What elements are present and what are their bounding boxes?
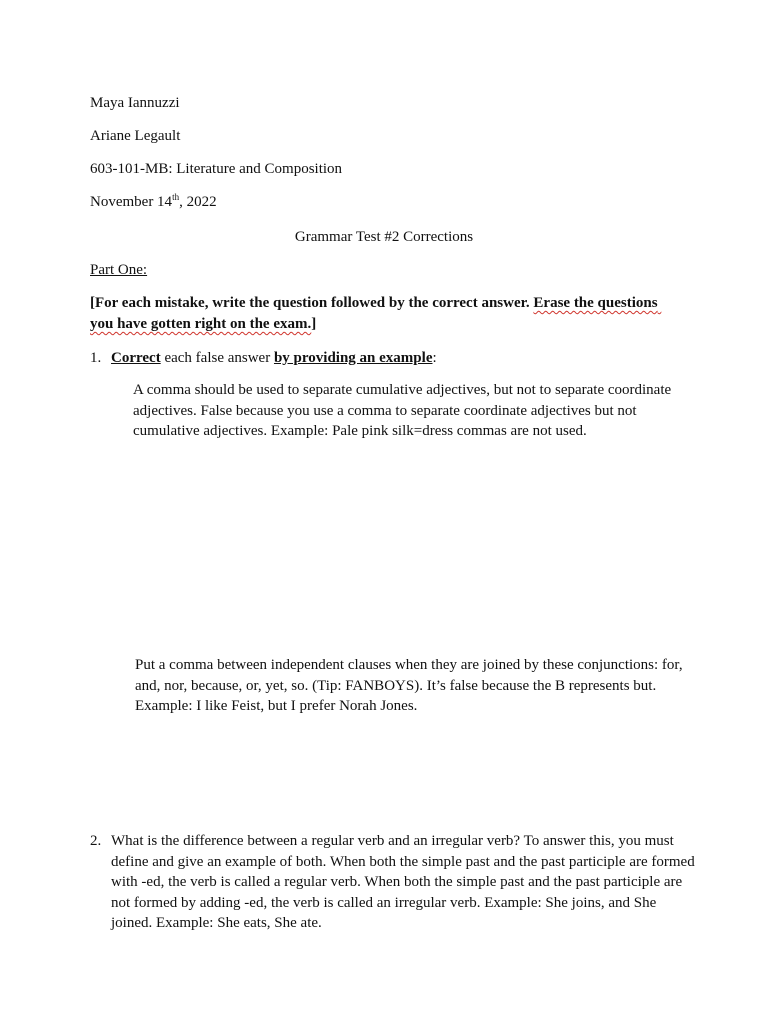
answer-1a-line: adjectives. False because you use a comma to separate coordinate adjectives but not bbox=[133, 402, 637, 419]
question-2-line: with -ed, the verb is called a regular verb. When both the simple past and the past participle are bbox=[111, 874, 683, 890]
question-2-number: 2. bbox=[90, 833, 102, 849]
question-2-line: define and give an example of both. When both the simple past and the past participle are formed bbox=[111, 853, 695, 870]
date-line bbox=[90, 192, 217, 212]
question-1-prompt bbox=[111, 348, 437, 368]
student-name: Maya Iannuzzi bbox=[90, 95, 180, 111]
prompt-middle: each false answer bbox=[160, 350, 274, 366]
instruction-close: ] bbox=[311, 316, 317, 332]
answer-1a bbox=[133, 380, 671, 442]
answer-1b-line: Put a comma between independent clauses when they are joined by these conjunctions: for, bbox=[135, 657, 683, 673]
date-suffix: , 2022 bbox=[179, 194, 217, 210]
answer-1b-line: Example: I like Feist, but I prefer Norah Jones. bbox=[135, 698, 418, 714]
answer-1a-line: A comma should be used to separate cumulative adjectives, but not to separate coordinate bbox=[133, 382, 672, 398]
prompt-example: by providing an example bbox=[273, 350, 433, 366]
date-ordinal: th bbox=[172, 192, 180, 202]
instruction-erase-text: Erase the questions bbox=[533, 295, 658, 311]
instruction-trailing-space bbox=[658, 295, 662, 311]
date-prefix: November 14 bbox=[90, 194, 173, 210]
prompt-end: : bbox=[432, 350, 437, 366]
instruction-text: [For each mistake, write the question followed by the correct answer. bbox=[90, 295, 534, 311]
prompt-correct: Correct bbox=[111, 350, 161, 366]
answer-1b-line: and, nor, because, or, yet, so. (Tip: FANBOYS). It’s false because the B represents but. bbox=[135, 677, 657, 694]
question-2-line: What is the difference between a regular verb and an irregular verb? To answer this, you must bbox=[111, 833, 674, 849]
answer-1b bbox=[135, 655, 683, 717]
course-title: 603-101-MB: Literature and Composition bbox=[90, 161, 343, 177]
answer-1a-line: cumulative adjectives. Example: Pale pink silk=dress commas are not used. bbox=[133, 423, 587, 439]
question-2-line: joined. Example: She eats, She ate. bbox=[111, 915, 322, 931]
question-2-line: not formed by adding -ed, the verb is called an irregular verb. Example: She joins, and She bbox=[111, 894, 657, 911]
question-1-number: 1. bbox=[90, 350, 102, 366]
instruction-erase-text-2: you have gotten right on the exam. bbox=[90, 316, 312, 332]
document-title: Grammar Test #2 Corrections bbox=[294, 229, 474, 245]
teacher-name: Ariane Legault bbox=[90, 128, 181, 144]
question-2-text bbox=[111, 831, 695, 934]
instructions bbox=[90, 293, 690, 335]
part-one-heading: Part One: bbox=[90, 262, 148, 278]
